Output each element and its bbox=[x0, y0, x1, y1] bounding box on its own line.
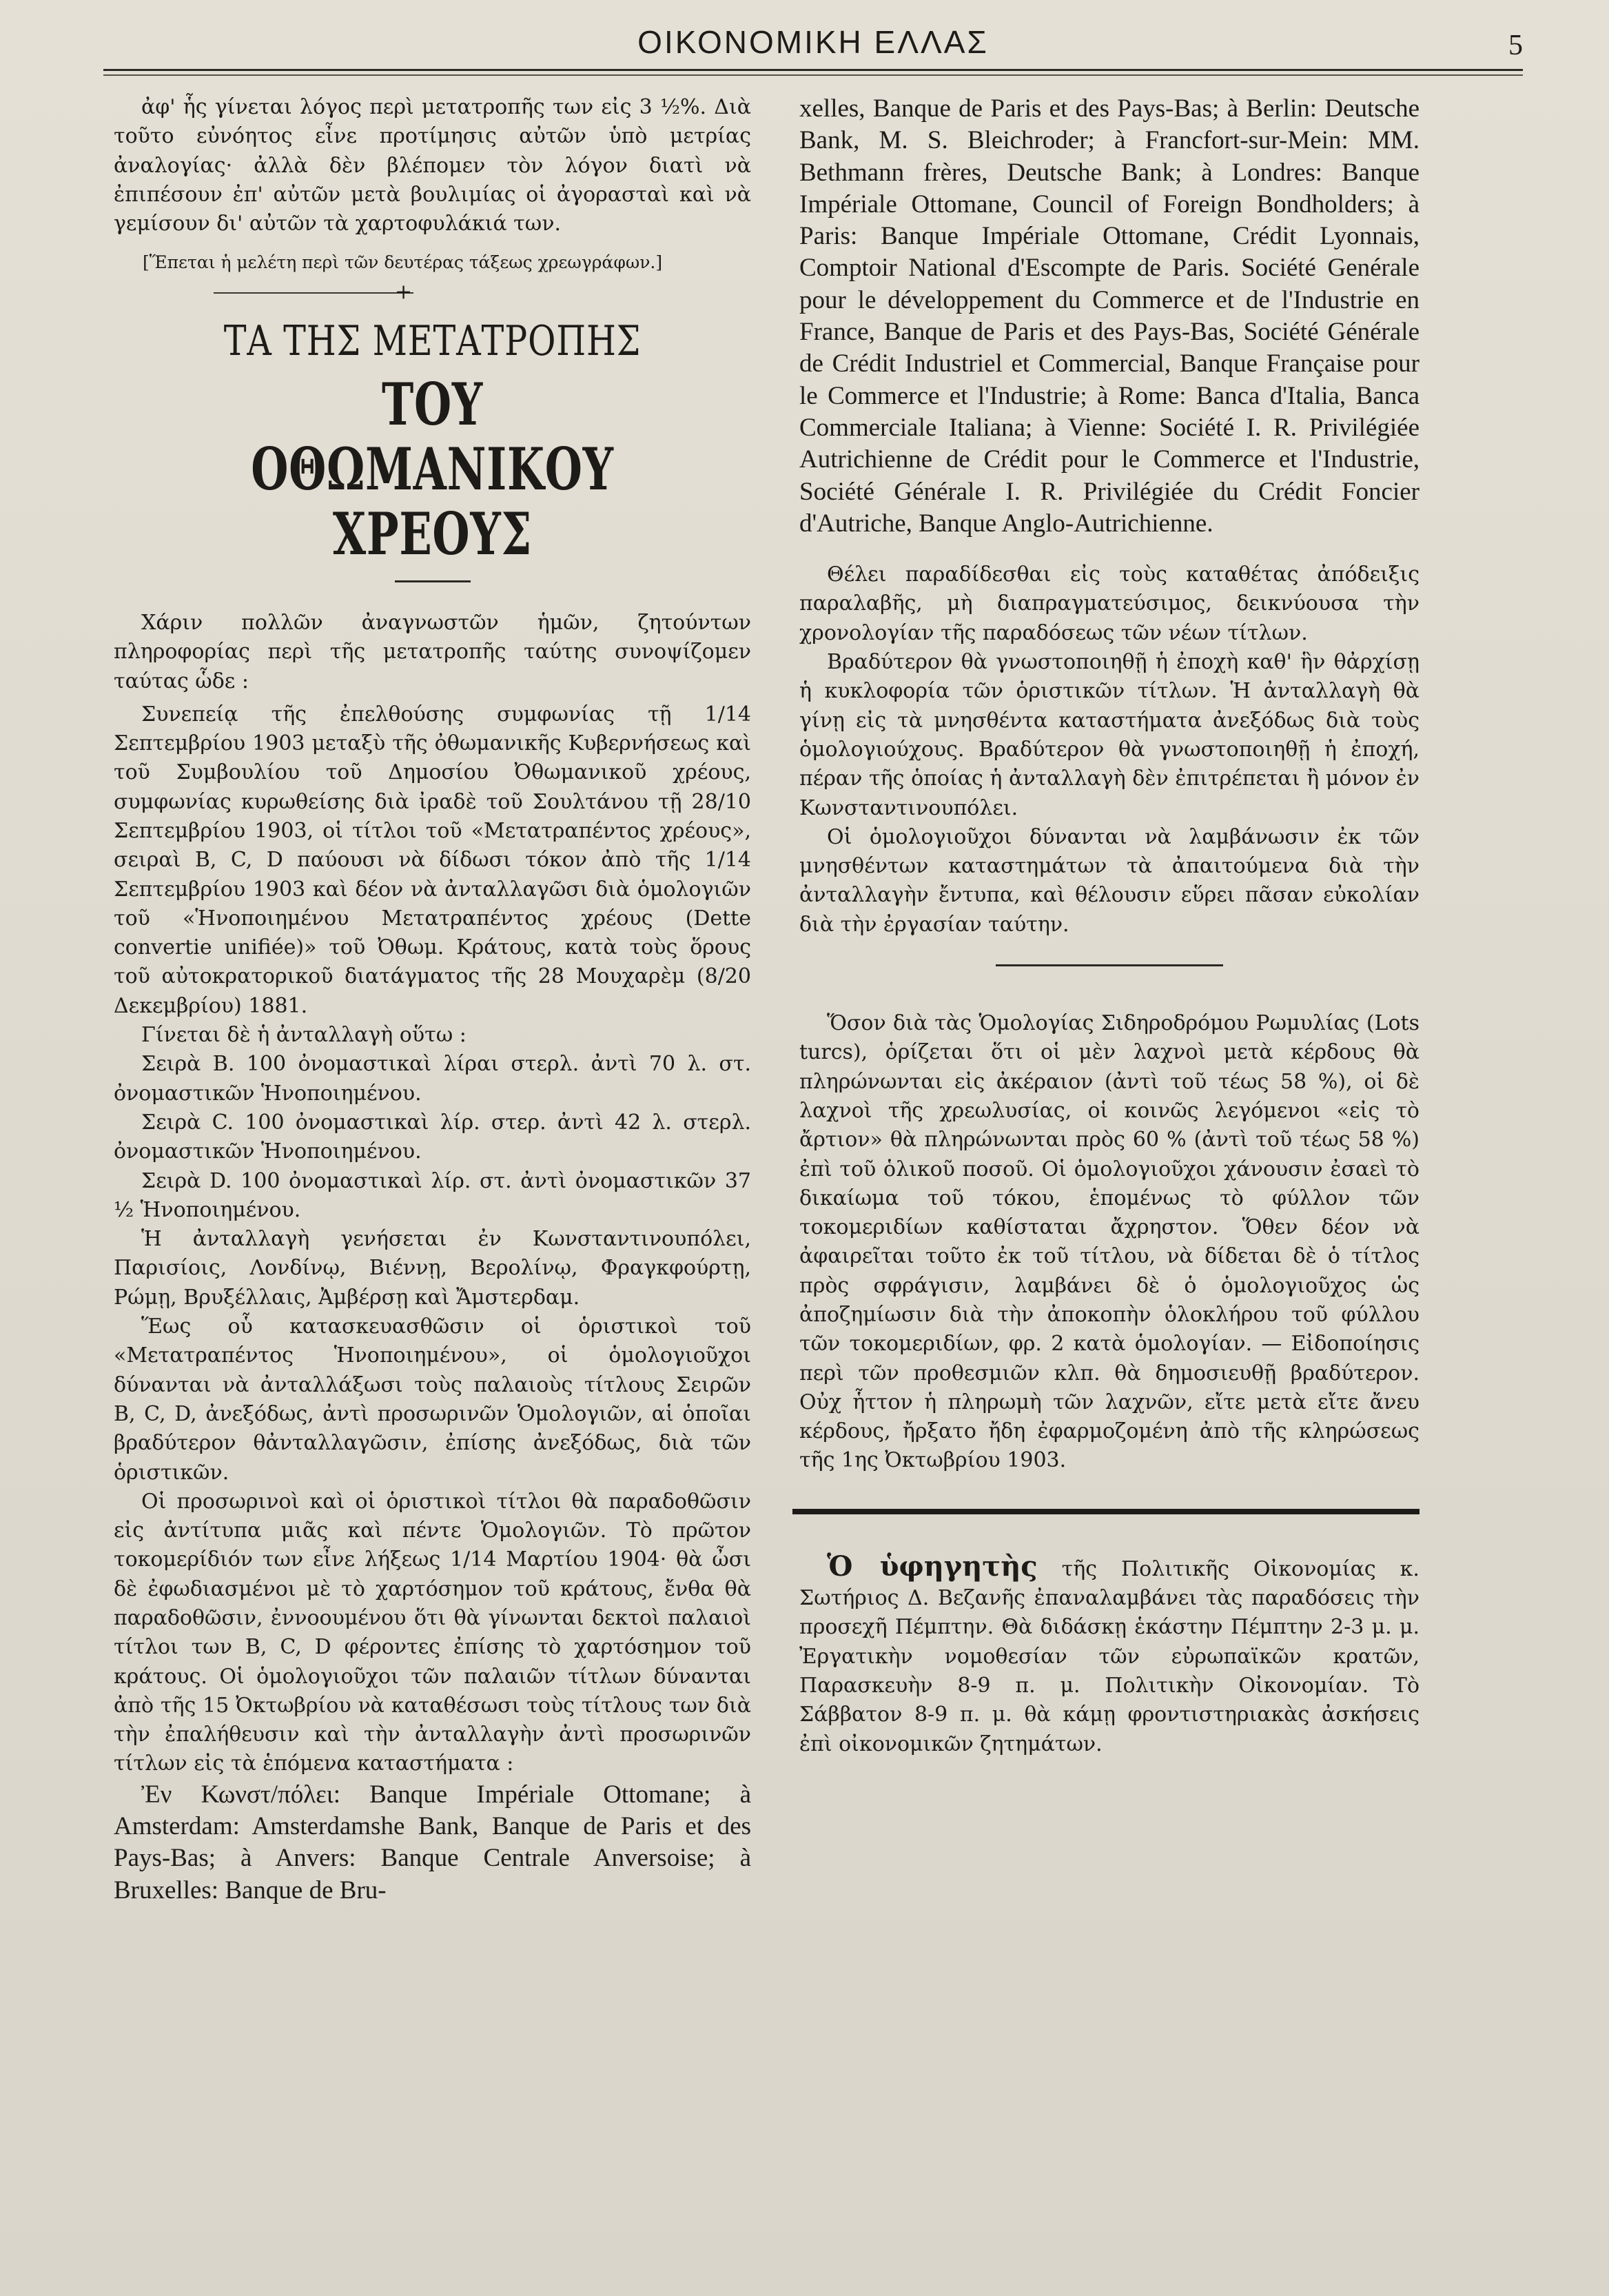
divider-cross: + bbox=[395, 280, 413, 305]
paragraph: Θέλει παραδίδεσθαι εἰς τοὺς καταθέτας ἀπόδειξις παραλαβῆς, μὴ διαπραγματεύσιμος, δεικνύουσα τὴν χρονολογίαν τῆς παραδόσεως τῶν νέων τίτλων. bbox=[799, 562, 1420, 645]
paragraph: Σειρὰ C. 100 ὀνομαστικαὶ λίρ. στερ. ἀντὶ 42 λ. στερλ. ὀνομαστικῶν Ἡνοποιημένου. bbox=[114, 1110, 751, 1164]
publication-title: ΟΙΚΟΝΟΜΙΚΗ ΕΛΛΑΣ bbox=[637, 24, 989, 60]
paragraph: Οἱ ὁμολογιοῦχοι δύνανται νὰ λαμβάνωσιν ἐκ τῶν μνησθέντων καταστημάτων τὰ ἀπαιτούμενα διὰ τὴν ἀνταλλαγὴν ἔντυπα, καὶ θέλουσιν εὕρει πᾶσαν εὐκολίαν διὰ τὴν ἐργασίαν ταύτην. bbox=[799, 824, 1420, 937]
article-title-line2: ΤΟΥ ΟΘΩΜΑΝΙΚΟΥ ΧΡΕΟΥΣ bbox=[251, 369, 614, 568]
page-header bbox=[103, 19, 1523, 74]
paragraph: Ὅσον διὰ τὰς Ὁμολογίας Σιδηροδρόμου Ρωμυλίας (Lots turcs), ὁρίζεται ὅτι οἱ μὲν λαχνοὶ μετὰ κέρδους θὰ πληρώνωνται εἰς ἀκέραιον (ἀντὶ τοῦ τέως 58 %), οἱ δὲ λαχνοὶ τῆς χρεωλυσίας, οἱ κοινῶς λεγόμενοι «εἰς τὸ ἄρτιον» θὰ πληρώνωνται πρὸς 60 % (ἀντὶ τοῦ τέως 58 %) ἐπὶ τοῦ ὁλικοῦ ποσοῦ. Οἱ ὁμολογιοῦχοι χάνουσιν ἐσαεὶ τὸ δικαίωμα τοῦ τόκου, ἑπομένως τὸ φύλλον τῶν τοκομεριδίων καθίσταται ἄχρηστον. Ὅθεν δέον νὰ ἀφαιρεῖται τοῦτο ἐκ τοῦ τίτλου, νὰ δίδεται δὲ ὁ τίτλος πρὸς σφράγισιν, λαμβάνει δὲ ὁ ὁμολογιοῦχος ὡς ἀποζημίωσιν διὰ τὴν ἀποκοπὴν ὁλοκλήρου τοῦ φύλλου τῶν τοκομεριδίων, φρ. 2 κατὰ ὁμολογίαν. — Εἰδοποίησις περὶ τῶν προθεσμιῶν κλπ. θὰ δημοσιευθῇ βραδύτερον. Οὐχ ἧττον ἡ πληρωμὴ τῶν λαχνῶν, εἴτε μετὰ εἴτε ἄνευ κέρδους, ἤρξατο ἤδη ἐφαρμοζομένη ἀπὸ τῆς κληρώσεως τῆς 1ης Ὀκτωβρίου 1903. bbox=[799, 1011, 1420, 1473]
left-column bbox=[114, 93, 751, 1907]
paragraph: Βραδύτερον θὰ γνωστοποιηθῇ ἡ ἐποχὴ καθ' ἣν θἀρχίσῃ ἡ κυκλοφορία τῶν ὁριστικῶν τίτλων. Ἡ ἀνταλλαγὴ θὰ γίνῃ εἰς τὰ μνησθέντα καταστήματα ἀνεξόδως διὰ τοὺς ὁμολογιούχους. Βραδύτερον θὰ γνωστοποιηθῇ ἡ ἐποχή, πέραν τῆς ὁποίας ἡ ἀνταλλαγὴ δὲν ἐπιτρέπεται ἢ μόνον ἐν Κωνσταντινουπόλει. bbox=[799, 650, 1420, 820]
editor-note: [Ἕπεται ἡ μελέτη περὶ τῶν δευτέρας τάξεως χρεωγράφων.] bbox=[143, 252, 663, 273]
paragraph: Οἱ προσωρινοὶ καὶ οἱ ὁριστικοὶ τίτλοι θὰ παραδοθῶσιν εἰς ἀντίτυπα μιᾶς καὶ πέντε Ὁμολογιῶν. Τὸ πρῶτον τοκομερίδιόν των εἶνε λήξεως 1/14 Μαρτίου 1904· θὰ ὦσι δὲ ἐφωδιασμένοι μὲ τὸ χαρτόσημον τοῦ κράτους, ἔνθα θὰ παραδοθῶσιν, ἐννοουμένου ὅτι θὰ γίνωνται δεκτοὶ παλαιοὶ τίτλοι των B, C, D φέροντες ἐπίσης τὸ χαρτόσημον τοῦ κράτους. Οἱ ὁμολογιοῦχοι τῶν παλαιῶν τίτλων δύνανται ἀπὸ τῆς 15 Ὀκτωβρίου νὰ καταθέσωσι τοὺς τίτλους των διὰ τὴν ἐπαλήθευσιν καὶ τὴν ἀνταλλαγὴν ἀντὶ προσωρινῶν τίτλων εἰς τὰ ἑπόμενα καταστήματα : bbox=[114, 1489, 751, 1776]
lecture-announcement bbox=[799, 1552, 1420, 1759]
paragraph: Σειρὰ D. 100 ὀνομαστικαὶ λίρ. στ. ἀντὶ ὀνομαστικῶν 37 ½ Ἡνοποιημένου. bbox=[114, 1168, 751, 1222]
divider-line bbox=[214, 292, 413, 294]
paragraph: Συνεπείᾳ τῆς ἐπελθούσης συμφωνίας τῇ 1/14 Σεπτεμβρίου 1903 μεταξὺ τῆς ὀθωμανικῆς Κυβερνήσεως καὶ τοῦ Συμβουλίου τοῦ Δημοσίου Ὀθωμανικοῦ χρέους, συμφωνίας κυρωθείσης διὰ ἰραδὲ τοῦ Σουλτάνου τῇ 28/10 Σεπτεμβρίου 1903, οἱ τίτλοι τοῦ «Μετατραπέντος χρέους», σειραὶ B, C, D παύουσι νὰ δίδωσι τόκον ἀπὸ τῆς 1/14 Σεπτεμβρίου 1903 καὶ δέον νὰ ἀνταλλαγῶσι διὰ ὁμολογιῶν τοῦ «Ἡνοποιημένου Μετατραπέντος χρέους (Dette convertie unifiée)» τοῦ Ὀθωμ. Κράτους, κατὰ τοὺς ὅρους τοῦ αὐτοκρατορικοῦ διατάγματος τῆς 28 Μουχαρὲμ (8/20 Δεκεμβρίου) 1881. bbox=[114, 702, 751, 1018]
section-divider bbox=[114, 278, 751, 305]
header-rule bbox=[103, 69, 1523, 71]
right-column bbox=[799, 93, 1420, 1759]
paragraph: Ἐν Κωνστ/πόλει: Banque Impériale Ottomane; à Amsterdam: Amsterdamshe Bank, Banque de Paris et des Pays-Bas; à Anvers: Banque Centrale Anversoise; à Bruxelles: Banque de Bru- bbox=[114, 1780, 751, 1904]
lecture-lead: Ὁ ὑφηγητὴς bbox=[827, 1550, 1038, 1583]
lecture-text: τῆς Πολιτικῆς Οἰκονομίας κ. Σωτήριος Δ. Βεζανῆς ἐπαναλαμβάνει τὰς παραδόσεις τὴν προσεχῆ Πέμπτην. Θὰ διδάσκῃ ἑκάστην Πέμπτην 2-3 μ. μ. Ἐργατικὴν νομοθεσίαν τῶν εὐρωπαϊκῶν κρατῶν, Παρασκευὴν 8-9 π. μ. Πολιτικὴν Οἰκονομίαν. Τὸ Σάββατον 8-9 π. μ. θὰ κάμῃ φροντιστηριακὰς ἀσκήσεις ἐπὶ οἰκονομικῶν ζητημάτων. bbox=[799, 1556, 1420, 1756]
article-title-line1: ΤΑ ΤΗΣ ΜΕΤΑΤΡΟΠΗΣ bbox=[223, 317, 642, 366]
paragraph: Σειρὰ B. 100 ὀνομαστικαὶ λίραι στερλ. ἀντὶ 70 λ. στ. ὀνομαστικῶν Ἡνοποιημένου. bbox=[114, 1052, 751, 1106]
heavy-rule bbox=[792, 1509, 1420, 1514]
title-rule bbox=[395, 580, 471, 582]
header-rule-thin bbox=[103, 74, 1523, 76]
intro-paragraph: ἀφ' ἧς γίνεται λόγος περὶ μετατροπῆς των εἰς 3 ½%. Διὰ τοῦτο εὐνόητος εἶνε προτίμησις αὐτῶν ὑπὸ μετρίας ἀναλογίας· ἀλλὰ δὲν βλέπομεν τὸν λόγον διατὶ νὰ ἐπιπέσουν ἐπ' αὐτῶν μετὰ βουλιμίας οἱ ἀγορασταὶ καὶ νὰ γεμίσουν δι' αὐτῶν τὰ χαρτοφυλάκιά των. bbox=[114, 95, 751, 236]
paragraph: xelles, Banque de Paris et des Pays-Bas; à Berlin: Deutsche Bank, M. S. Bleichroder; à Francfort-sur-Mein: MM. Bethmann frères, Deutsche Bank; à Londres: Banque Impériale Ottomane, Council of Foreign Bondholders; à Paris: Banque Impériale Ottomane, Crédit Lyonnais, Comptoir National d'Escompte de Paris. Société Genérale pour le développement du Commerce et de l'Industrie en France, Banque de Paris et des Pays-Bas, Société Générale de Crédit Industriel et Commercial, Banque Française pour le Commerce et l'Industrie; à Rome: Banca d'Italia, Banca Commerciale Italiana; à Vienne: Société I. R. Privilégiée Autrichienne de Crédit pour le Commerce et l'Industrie, Société Générale I. R. Privilégiée du Crédit Foncier d'Autriche, Banque Anglo-Autrichienne. bbox=[799, 94, 1420, 538]
paragraph: Γίνεται δὲ ἡ ἀνταλλαγὴ οὕτω : bbox=[141, 1023, 467, 1048]
paragraph: Ἡ ἀνταλλαγὴ γενήσεται ἐν Κωνσταντινουπόλει, Παρισίοις, Λονδίνῳ, Βιέννῃ, Βερολίνῳ, Φραγκφούρτῃ, Ρώμῃ, Βρυξέλλαις, Ἀμβέρσῃ καὶ Ἄμστερδαμ. bbox=[114, 1227, 751, 1310]
paragraph: Χάριν πολλῶν ἀναγνωστῶν ἡμῶν, ζητούντων πληροφορίας περὶ τῆς μετατροπῆς ταύτης συνοψίζομεν ταύτας ὧδε : bbox=[114, 610, 751, 693]
paragraph: Ἕως οὗ κατασκευασθῶσιν οἱ ὁριστικοὶ τοῦ «Μετατραπέντος Ἡνοποιημένου», οἱ ὁμολογιοῦχοι δύνανται νὰ ἀνταλλάξωσι τοὺς παλαιοὺς τίτλους Σειρῶν B, C, D, ἀνεξόδως, ἀντὶ προσωρινῶν Ὁμολογιῶν, αἱ ὁποῖαι βραδύτερον θἀνταλλαγῶσιν, ἐπίσης ἀνεξόδως, διὰ τῶν ὁριστικῶν. bbox=[114, 1314, 751, 1485]
page-number: 5 bbox=[1508, 30, 1523, 61]
article-title bbox=[114, 318, 751, 566]
section-rule bbox=[996, 964, 1223, 966]
